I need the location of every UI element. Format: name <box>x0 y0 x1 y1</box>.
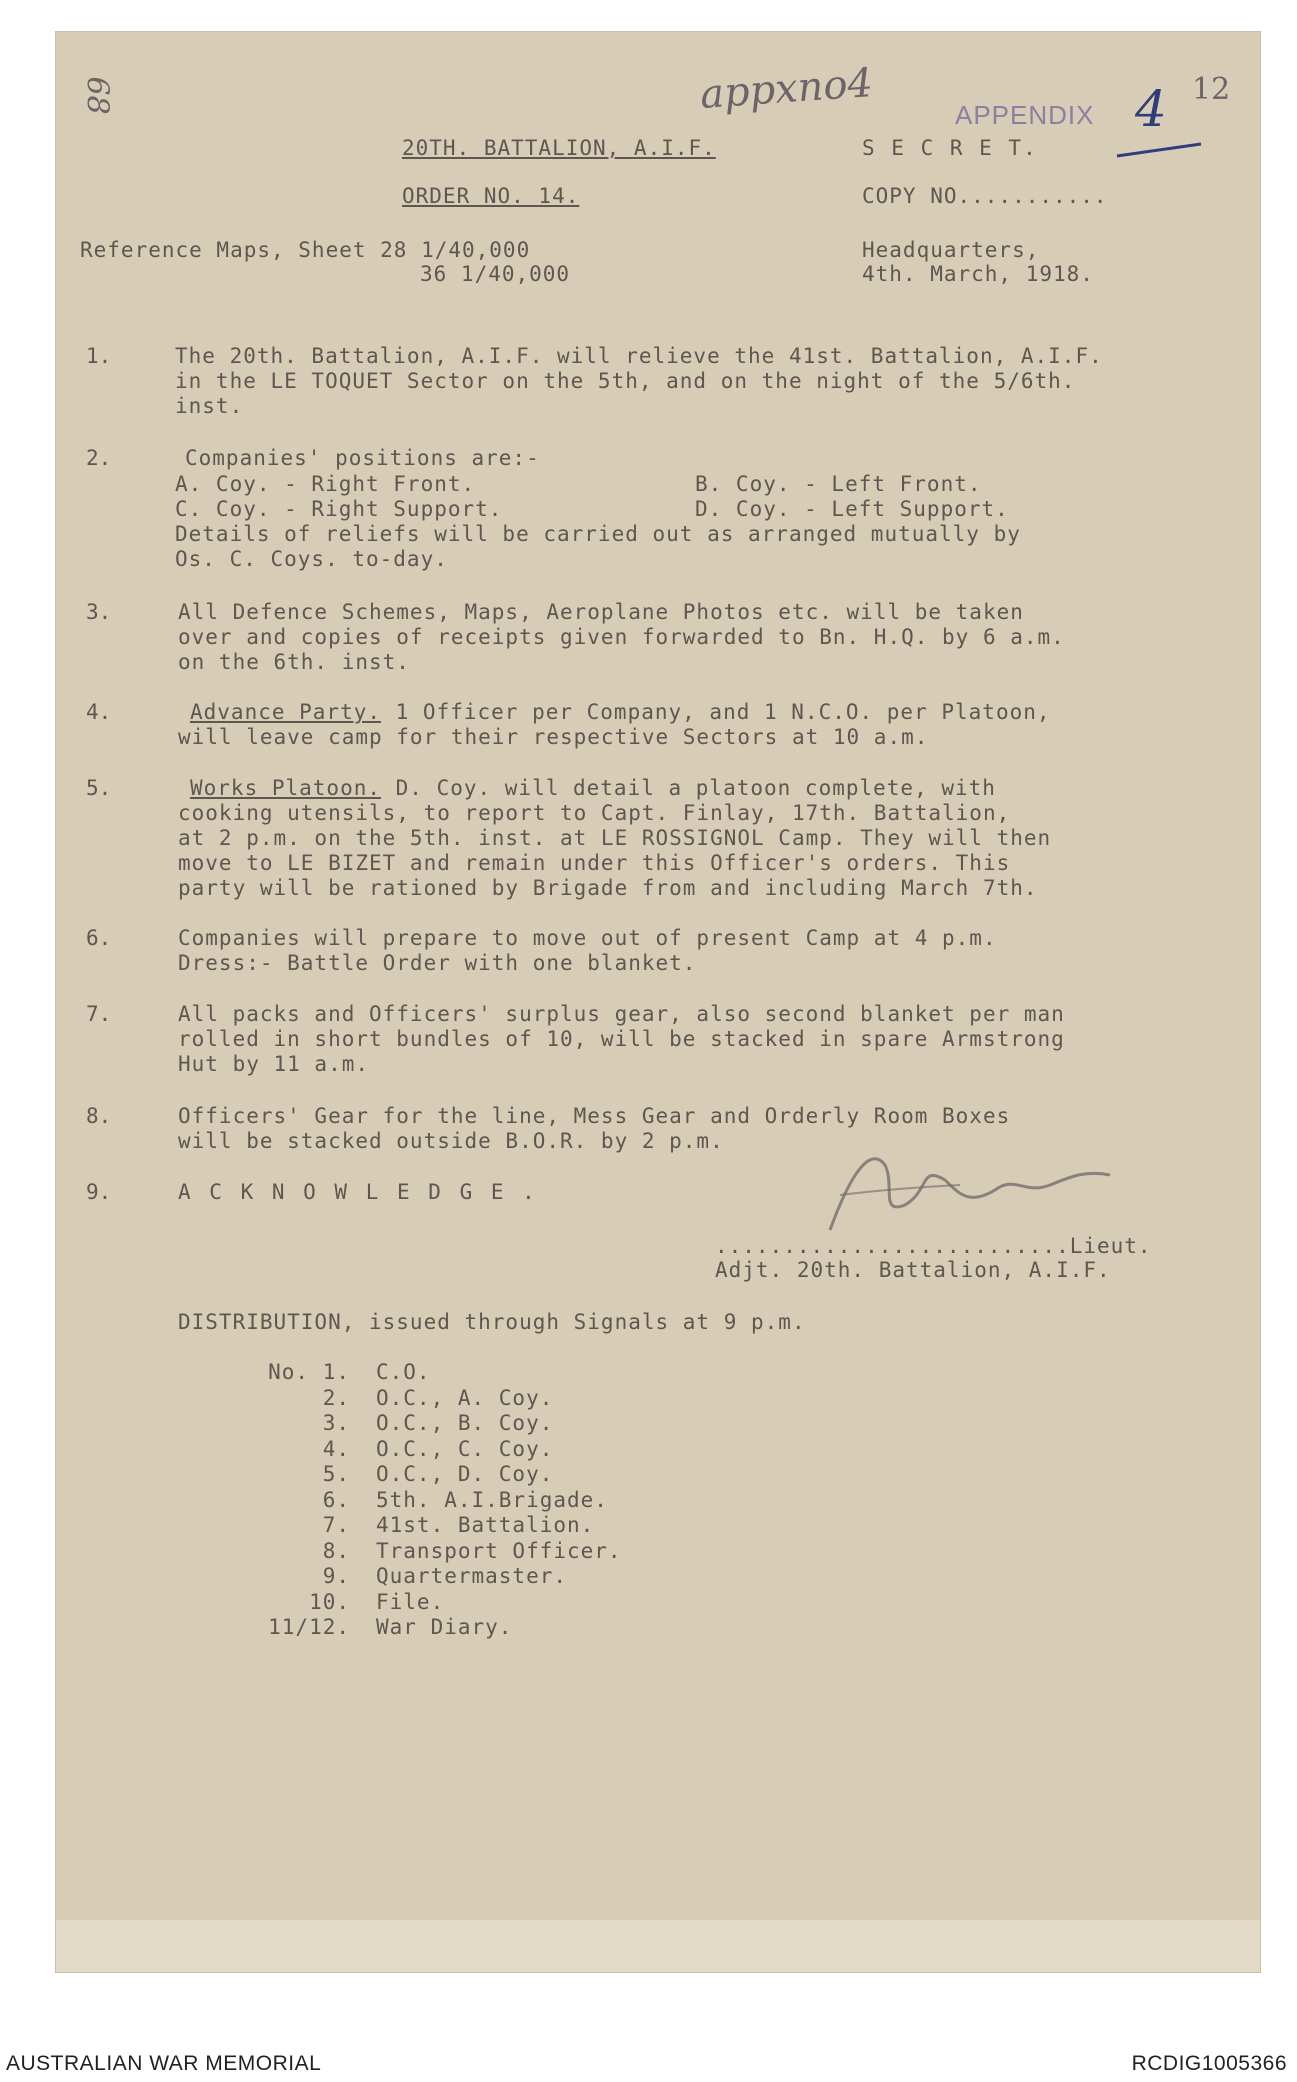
distribution-item-number: 11/12. <box>268 1615 350 1639</box>
para-2-details: Details of reliefs will be carried out as arranged mutually by Os. C. Coys. to-day. <box>175 522 1021 571</box>
corner-mark-left: 68 <box>79 76 115 115</box>
para-5-text: D. Coy. will detail a platoon complete, with cooking utensils, to report to Capt. Finlay, 17th. Battalion, at 2 p.m. on the 5th. inst. at LE ROSSIGNOL Camp. They will then move to LE BIZET and remain under this Officer's orders. This party will be rationed by Brigade from and including March 7th. <box>178 776 1052 900</box>
sheet-bottom-edge <box>56 1920 1260 1972</box>
distribution-item-recipient: O.C., B. Coy. <box>376 1411 554 1435</box>
para-8-number: 8. <box>86 1104 112 1128</box>
copy-number: COPY NO........... <box>862 184 1108 208</box>
para-5-heading: Works Platoon. <box>190 776 382 800</box>
para-2-b-coy: B. Coy. - Left Front. <box>695 472 982 496</box>
appendix-underline <box>1115 140 1205 160</box>
para-2-d-coy: D. Coy. - Left Support. <box>695 497 1009 521</box>
para-6-text: Companies will prepare to move out of present Camp at 4 p.m. Dress:- Battle Order with one blanket. <box>178 926 997 975</box>
distribution-heading: DISTRIBUTION, issued through Signals at 9 p.m. <box>178 1310 806 1334</box>
para-4-heading: Advance Party. <box>190 700 382 724</box>
para-2-number: 2. <box>86 446 112 470</box>
signature-title: Adjt. 20th. Battalion, A.I.F. <box>715 1258 1111 1282</box>
distribution-item-recipient: O.C., D. Coy. <box>376 1462 554 1486</box>
distribution-item-number: No. 1. <box>268 1360 350 1384</box>
para-4-number: 4. <box>86 700 112 724</box>
distribution-item-recipient: O.C., C. Coy. <box>376 1436 554 1461</box>
para-1-text: The 20th. Battalion, A.I.F. will relieve the 41st. Battalion, A.I.F. in the LE TOQUET Sector on the 5th, and on the night of the 5/6th. inst. <box>175 344 1103 418</box>
para-2-a-coy: A. Coy. - Right Front. <box>175 472 476 496</box>
distribution-item-recipient: 5th. A.I.Brigade. <box>376 1487 608 1512</box>
distribution-item-recipient: File. <box>376 1589 445 1614</box>
para-1-number: 1. <box>86 344 112 368</box>
distribution-item-number: 10. <box>309 1589 350 1614</box>
appendix-stamp: APPENDIX <box>955 100 1095 130</box>
distribution-item-number: 9. <box>322 1564 350 1588</box>
reference-maps-line-1: Reference Maps, Sheet 28 1/40,000 <box>80 238 531 262</box>
para-2-heading: Companies' positions are:- <box>185 446 540 470</box>
acknowledge-text: A C K N O W L E D G E . <box>178 1180 538 1204</box>
battalion-title: 20TH. BATTALION, A.I.F. <box>402 136 716 160</box>
appendix-number: 4 <box>1135 80 1167 138</box>
para-3-number: 3. <box>86 600 112 624</box>
footer-record-id: RCDIG1005366 <box>1131 2052 1287 2075</box>
secret-label: S E C R E T. <box>862 136 1038 160</box>
para-2-c-coy: C. Coy. - Right Support. <box>175 497 503 521</box>
para-5-number: 5. <box>86 776 112 800</box>
signature-line: ..........................Lieut. <box>715 1234 1152 1258</box>
distribution-item-number: 5. <box>322 1462 350 1486</box>
distribution-item-number: 7. <box>322 1513 350 1537</box>
distribution-item-number: 2. <box>322 1385 350 1410</box>
page-number: 12 <box>1192 72 1231 107</box>
para-7-text: All packs and Officers' surplus gear, also second blanket per man rolled in short bundles of 10, will be stacked in spare Armstrong Hut by 11 a.m. <box>178 1002 1065 1076</box>
order-date: 4th. March, 1918. <box>862 262 1094 286</box>
distribution-item-recipient: O.C., A. Coy. <box>376 1385 554 1410</box>
headquarters-label: Headquarters, <box>862 238 1040 262</box>
order-number: ORDER NO. 14. <box>402 184 580 208</box>
distribution-item-recipient: C.O. <box>376 1360 431 1384</box>
distribution-item-number: 4. <box>322 1436 350 1461</box>
distribution-item-number: 8. <box>322 1538 350 1563</box>
appendix-handwritten: appxno4 <box>698 60 875 118</box>
footer-archive-name: AUSTRALIAN WAR MEMORIAL <box>6 2052 322 2075</box>
distribution-item-recipient: War Diary. <box>376 1615 513 1639</box>
distribution-item-number: 3. <box>322 1411 350 1435</box>
para-8-text: Officers' Gear for the line, Mess Gear and Orderly Room Boxes will be stacked outside B.O.R. by 2 p.m. <box>178 1104 1011 1153</box>
para-6-number: 6. <box>86 926 112 950</box>
handwritten-signature <box>810 1135 1130 1245</box>
distribution-item-number: 6. <box>322 1487 350 1512</box>
reference-maps-line-2: 36 1/40,000 <box>420 262 571 286</box>
distribution-item-recipient: Quartermaster. <box>376 1564 568 1588</box>
para-4-text: 1 Officer per Company, and 1 N.C.O. per Platoon, will leave camp for their respective Sectors at 10 a.m. <box>178 700 1051 749</box>
para-7-number: 7. <box>86 1002 112 1026</box>
para-3-text: All Defence Schemes, Maps, Aeroplane Photos etc. will be taken over and copies of receipts given forwarded to Bn. H.Q. by 6 a.m. on the 6th. inst. <box>178 600 1065 674</box>
distribution-item-recipient: 41st. Battalion. <box>376 1513 595 1537</box>
distribution-item-recipient: Transport Officer. <box>376 1538 622 1563</box>
para-9-number: 9. <box>86 1180 112 1204</box>
